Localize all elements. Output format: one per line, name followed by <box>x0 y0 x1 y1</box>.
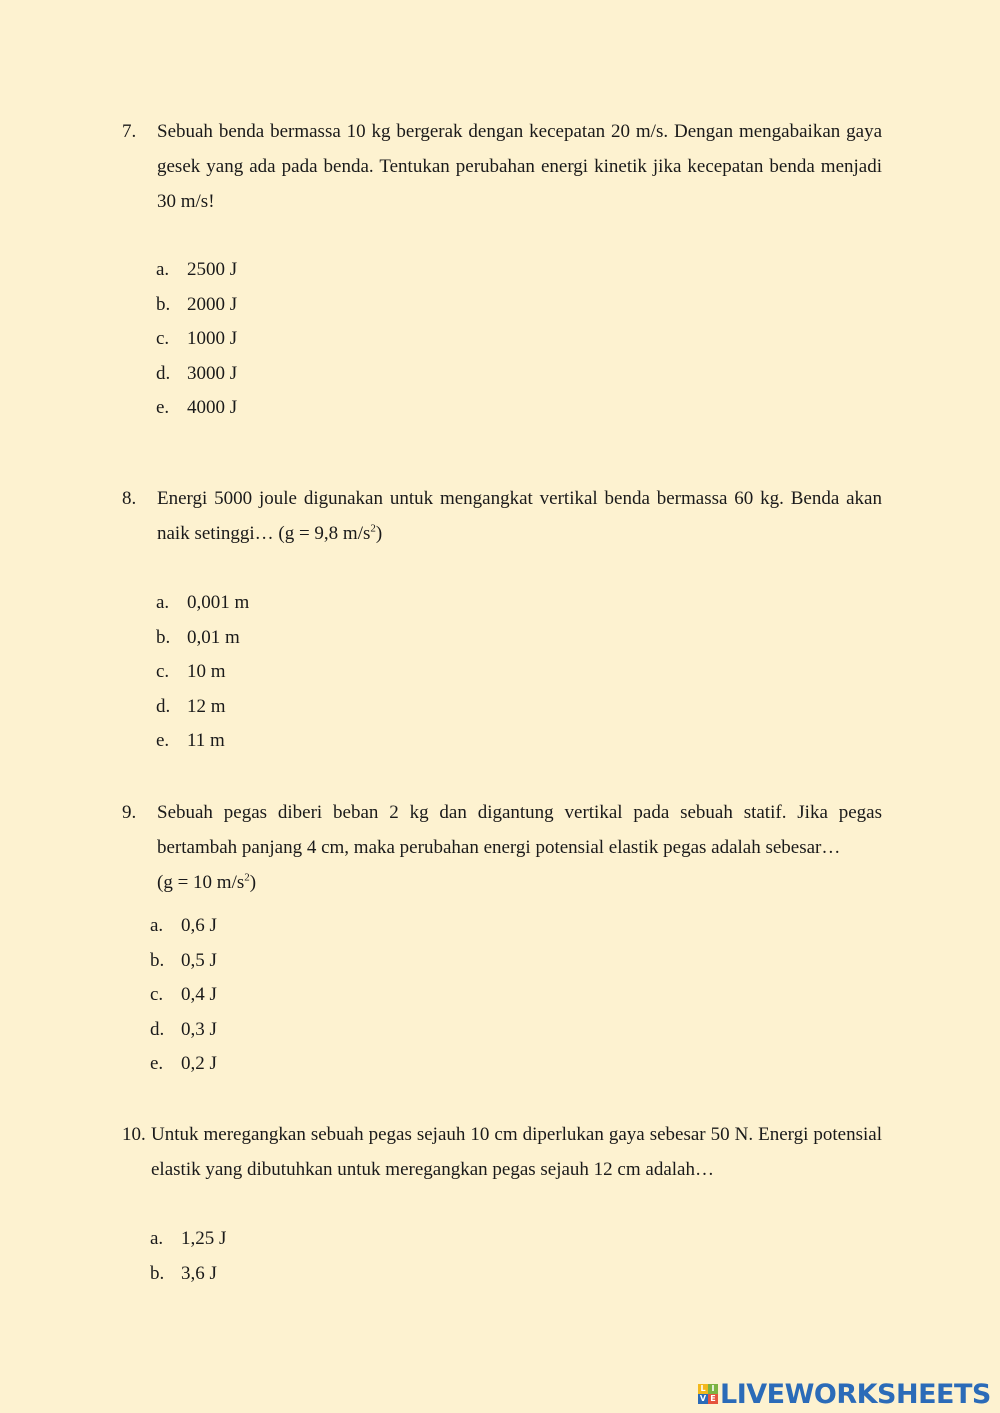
option-8b[interactable] <box>156 621 249 656</box>
option-value: 10 m <box>187 661 226 683</box>
liveworksheets-icon <box>698 1384 718 1404</box>
option-value: 3000 J <box>187 362 238 384</box>
question-text: Energi 5000 joule digunakan untuk mengangkat vertikal benda bermassa 60 kg. Benda akan naik setinggi… (g = 9,8 $m/s^2$) <box>157 488 882 544</box>
options-list-7 <box>156 253 237 426</box>
question-9 <box>122 795 882 900</box>
option-value: 1000 J <box>187 328 238 350</box>
liveworksheets-logo <box>698 1378 991 1410</box>
option-8a[interactable] <box>156 586 249 621</box>
question-10 <box>122 1117 882 1187</box>
option-letter: e. <box>156 397 170 419</box>
question-text: Sebuah benda bermassa 10 kg bergerak dengan kecepatan 20 m/s. Dengan mengabaikan gaya gesek yang ada pada benda. Tentukan perubahan energi kinetik jika kecepatan benda menjadi 30 m/s! <box>157 121 882 212</box>
option-7b[interactable] <box>156 288 237 323</box>
option-letter: b. <box>150 949 165 971</box>
option-value: 3,6 J <box>181 1262 217 1284</box>
option-letter: a. <box>156 592 170 613</box>
option-7e[interactable] <box>156 391 237 426</box>
option-letter: d. <box>156 695 171 717</box>
option-9a[interactable] <box>150 909 217 944</box>
option-letter: d. <box>150 1018 165 1040</box>
options-list-9 <box>150 909 217 1082</box>
option-letter: c. <box>156 661 170 683</box>
option-value: 0,3 J <box>181 1018 217 1040</box>
option-letter: b. <box>150 1262 165 1284</box>
question-number: 10. <box>122 1124 146 1145</box>
option-7d[interactable] <box>156 357 237 392</box>
option-letter: c. <box>150 984 164 1006</box>
option-value: 11 m <box>187 730 225 752</box>
option-letter: a. <box>156 259 170 280</box>
option-8c[interactable] <box>156 655 249 690</box>
question-number: 8. <box>122 488 137 509</box>
question-8 <box>122 481 882 551</box>
option-letter: e. <box>156 730 170 752</box>
option-value: 0,001 m <box>187 592 250 613</box>
question-number: 9. <box>122 802 137 823</box>
logo-cell-v: V <box>699 1394 707 1403</box>
option-letter: b. <box>156 626 171 648</box>
option-letter: a. <box>150 1228 164 1249</box>
logo-cell-e: E <box>708 1394 718 1404</box>
question-7 <box>122 114 882 219</box>
logo-cell-i: I <box>708 1384 718 1394</box>
option-letter: b. <box>156 293 171 315</box>
option-7c[interactable] <box>156 322 237 357</box>
logo-cell-l: L <box>698 1384 708 1394</box>
option-value: 2000 J <box>187 293 238 315</box>
option-letter: d. <box>156 362 171 384</box>
option-9e[interactable] <box>150 1047 217 1082</box>
option-9c[interactable] <box>150 978 217 1013</box>
option-8d[interactable] <box>156 690 249 725</box>
option-9b[interactable] <box>150 944 217 979</box>
option-value: 2500 J <box>187 259 238 280</box>
logo-text: LIVEWORKSHEETS <box>720 1378 991 1410</box>
question-text: Sebuah pegas diberi beban 2 kg dan digantung vertikal pada sebuah statif. Jika pegas bertambah panjang 4 cm, maka perubahan energi potensial elastik pegas adalah sebesar… (g = 10 $m/s^2$) <box>157 802 882 893</box>
option-letter: c. <box>156 328 170 350</box>
option-value: 12 m <box>187 695 226 717</box>
option-value: 1,25 J <box>181 1228 227 1249</box>
option-letter: e. <box>150 1053 164 1075</box>
option-7a[interactable] <box>156 253 237 288</box>
option-value: 4000 J <box>187 397 238 419</box>
question-text: Untuk meregangkan sebuah pegas sejauh 10 cm diperlukan gaya sebesar 50 N. Energi potensial elastik yang dibutuhkan untuk meregangkan pegas sejauh 12 cm adalah… <box>151 1124 882 1180</box>
options-list-8 <box>156 586 249 759</box>
options-list-10 <box>150 1222 226 1291</box>
option-8e[interactable] <box>156 724 249 759</box>
option-value: 0,01 m <box>187 626 240 648</box>
option-value: 0,4 J <box>181 984 217 1006</box>
option-letter: a. <box>150 915 164 936</box>
option-9d[interactable] <box>150 1013 217 1048</box>
option-value: 0,2 J <box>181 1053 217 1075</box>
option-value: 0,5 J <box>181 949 217 971</box>
option-10a[interactable] <box>150 1222 226 1257</box>
option-value: 0,6 J <box>181 915 217 936</box>
question-number: 7. <box>122 121 137 142</box>
option-10b[interactable] <box>150 1257 226 1292</box>
